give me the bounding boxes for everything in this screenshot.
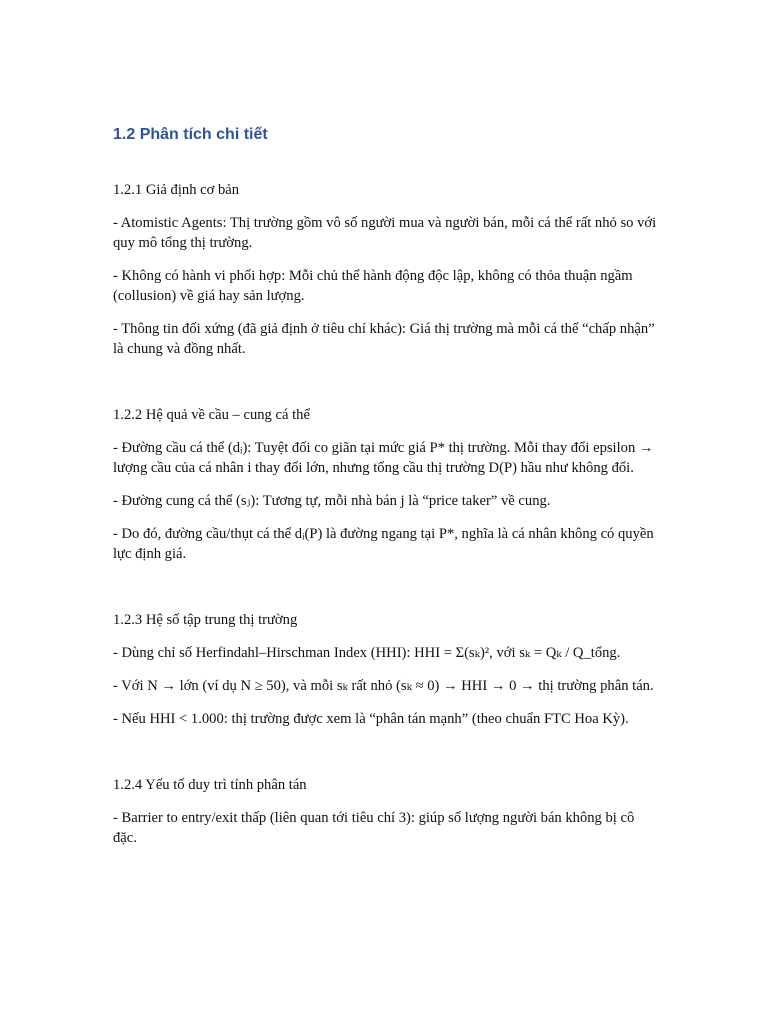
paragraph: - Không có hành vi phối hợp: Mỗi chủ thể hành động độc lập, không có thỏa thuận ngầm (collusion) về giá hay sản lượng.: [113, 268, 633, 304]
paragraph: - Đường cung cá thể (sⱼ): Tương tự, mỗi nhà bán j là “price taker” về cung.: [113, 493, 551, 509]
section-heading-1-2-1: 1.2.1 Giả định cơ bản: [113, 182, 240, 198]
section-heading-1-2-4: 1.2.4 Yếu tố duy trì tính phân tán: [113, 777, 307, 793]
paragraph: - Đường cầu cá thể (dᵢ): Tuyệt đối co giãn tại mức giá P* thị trường. Mỗi thay đổi epsilon → lượng cầu của cá nhân i thay đổi lớn, nhưng tổng cầu thị trường D(P) hầu như không đổi.: [113, 440, 654, 476]
paragraph: - Dùng chỉ số Herfindahl–Hirschman Index (HHI): HHI = Σ(sₖ)², với sₖ = Qₖ / Q_tổng.: [113, 645, 621, 661]
section-heading-1-2-2: 1.2.2 Hệ quả về cầu – cung cá thể: [113, 407, 310, 423]
paragraph: - Barrier to entry/exit thấp (liên quan tới tiêu chí 3): giúp số lượng người bán không bị cô đặc.: [113, 810, 635, 846]
paragraph: - Atomistic Agents: Thị trường gồm vô số người mua và người bán, mỗi cá thể rất nhỏ so với quy mô tổng thị trường.: [113, 215, 657, 251]
section-heading-1-2-3: 1.2.3 Hệ số tập trung thị trường: [113, 612, 298, 628]
paragraph: - Do đó, đường cầu/thụt cá thể dᵢ(P) là đường ngang tại P*, nghĩa là cá nhân không có quyền lực định giá.: [113, 526, 654, 562]
paragraph: - Với N → lớn (ví dụ N ≥ 50), và mỗi sₖ rất nhỏ (sₖ ≈ 0) → HHI → 0 → thị trường phân tán.: [113, 678, 654, 694]
document-body: [113, 124, 658, 861]
page-title: 1.2 Phân tích chi tiết: [113, 126, 268, 143]
paragraph: - Nếu HHI < 1.000: thị trường được xem là “phân tán mạnh” (theo chuẩn FTC Hoa Kỳ).: [113, 711, 629, 727]
paragraph: - Thông tin đối xứng (đã giả định ở tiêu chí khác): Giá thị trường mà mỗi cá thể “chấp nhận” là chung và đồng nhất.: [113, 321, 655, 357]
